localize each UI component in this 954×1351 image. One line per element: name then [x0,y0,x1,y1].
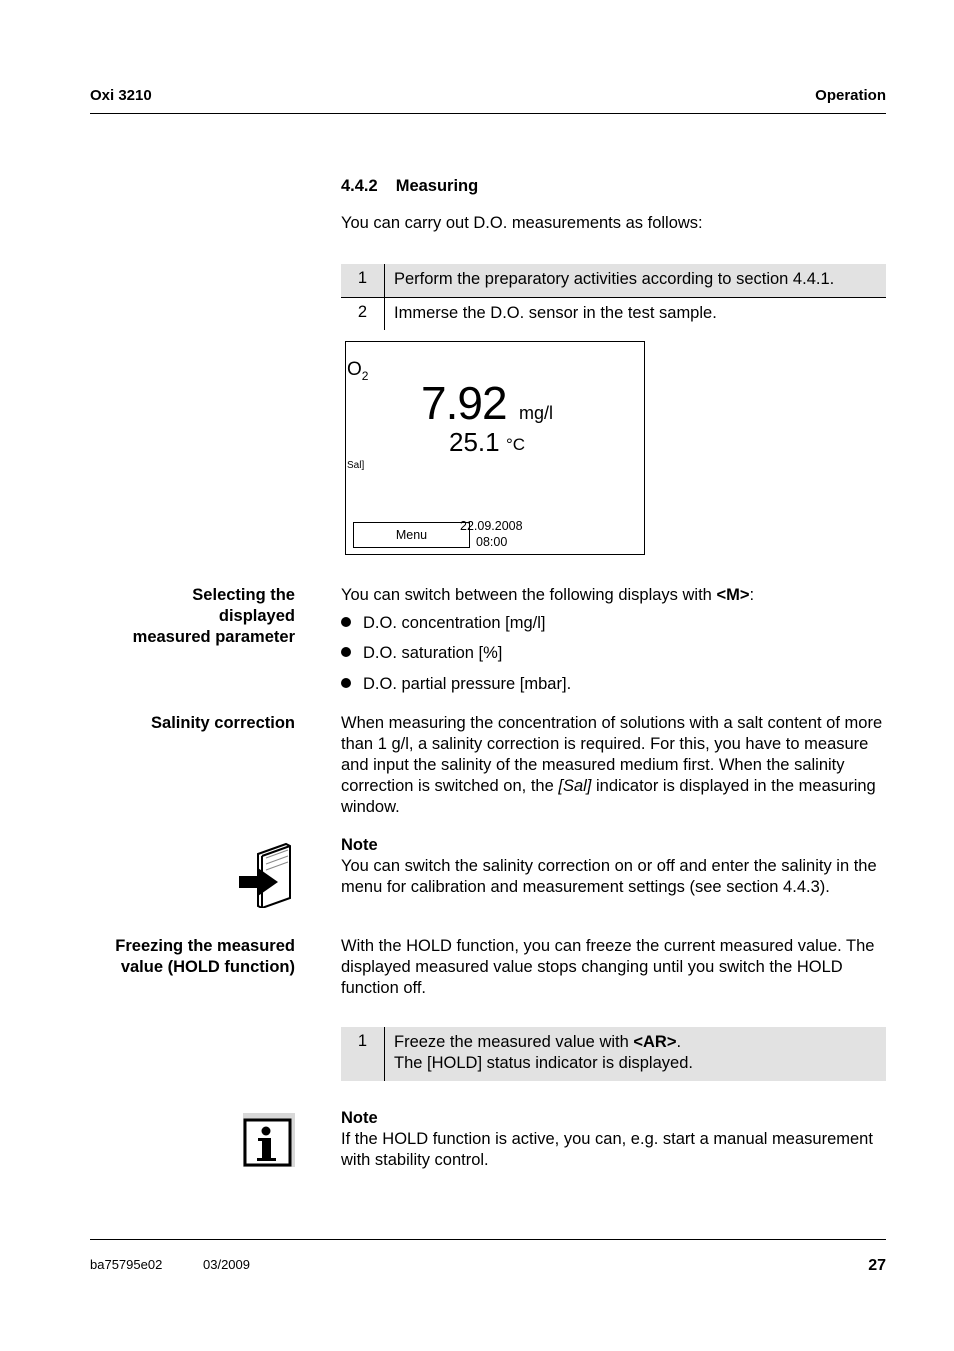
display-date: 22.09.2008 [460,519,523,533]
step-number: 2 [341,297,385,330]
section-intro: You can carry out D.O. measurements as follows: [341,214,703,232]
footer-doc-number: ba75795e02 [90,1257,163,1272]
info-icon [243,1113,295,1167]
display-salinity-indicator: Sal] [347,460,365,471]
hold-steps-table [341,1027,886,1081]
page-number: 27 [868,1257,886,1274]
meter-display [345,341,645,555]
display-temperature: 25.1 [449,427,500,457]
display-temp-unit: °C [506,435,526,454]
running-header-chapter: Operation [815,87,886,104]
step-text: Immerse the D.O. sensor in the test sample. [394,303,717,322]
section-title: Measuring [395,177,479,195]
bullet-item: D.O. partial pressure [mbar]. [341,675,571,694]
step-number: 1 [341,264,385,297]
section-number: 4.4.2 [341,177,378,195]
steps-table [341,264,886,330]
display-menu-softkey: Menu [353,522,470,548]
note-salinity [341,835,889,898]
hold-paragraph: With the HOLD function, you can freeze the current measured value. The displayed measured value stops changing until you switch the HOLD function off. [341,937,875,997]
salinity-paragraph: When measuring the concentration of solutions with a salt content of more than 1 g/l, a salinity correction is required. For this, you have to measure and input the salinity of the measured medium first. When the salinity correction is switched on, the [Sal] indicator is displayed in the measuring window. [341,714,883,816]
side-heading-salinity: Salinity correction [151,714,295,732]
note-title: Note [341,1109,378,1127]
bullet-item: D.O. concentration [mg/l] [341,614,546,633]
step-text: Freeze the measured value with <AR>. The [HOLD] status indicator is displayed. [394,1033,693,1072]
step-text: Perform the preparatory activities according to section 4.4.1. [394,270,835,288]
step-number: 1 [341,1027,385,1081]
note-hold [341,1108,886,1171]
side-heading-hold: Freezing the measured value (HOLD function) [115,937,295,976]
step-row [341,264,886,297]
note-title: Note [341,836,378,854]
manual-reference-icon [236,842,296,908]
header-rule [90,113,886,114]
running-header-title: Oxi 3210 [90,87,152,104]
bullet-dot [341,678,351,688]
display-value: 7.92 [421,377,507,429]
step-row [341,1027,886,1081]
bullet-item: D.O. saturation [%] [341,644,502,663]
footer-date: 03/2009 [203,1257,250,1272]
step-row [341,297,886,330]
footer-rule [90,1239,886,1240]
display-parameter: $O_2$ [347,359,369,383]
bullet-dot [341,617,351,627]
section-heading [341,177,478,196]
select-parameter-intro: You can switch between the following displays with <M>: [341,586,755,604]
display-time: 08:00 [476,535,508,549]
note-text: You can switch the salinity correction on or off and enter the salinity in the menu for calibration and measurement settings (see section 4.4.3). [341,857,877,896]
note-text: If the HOLD function is active, you can, e.g. start a manual measurement with stability control. [341,1130,873,1169]
display-unit: mg/l [519,403,554,423]
bullet-dot [341,647,351,657]
side-heading-select-parameter: Selecting the displayed measured parameter [132,586,295,646]
